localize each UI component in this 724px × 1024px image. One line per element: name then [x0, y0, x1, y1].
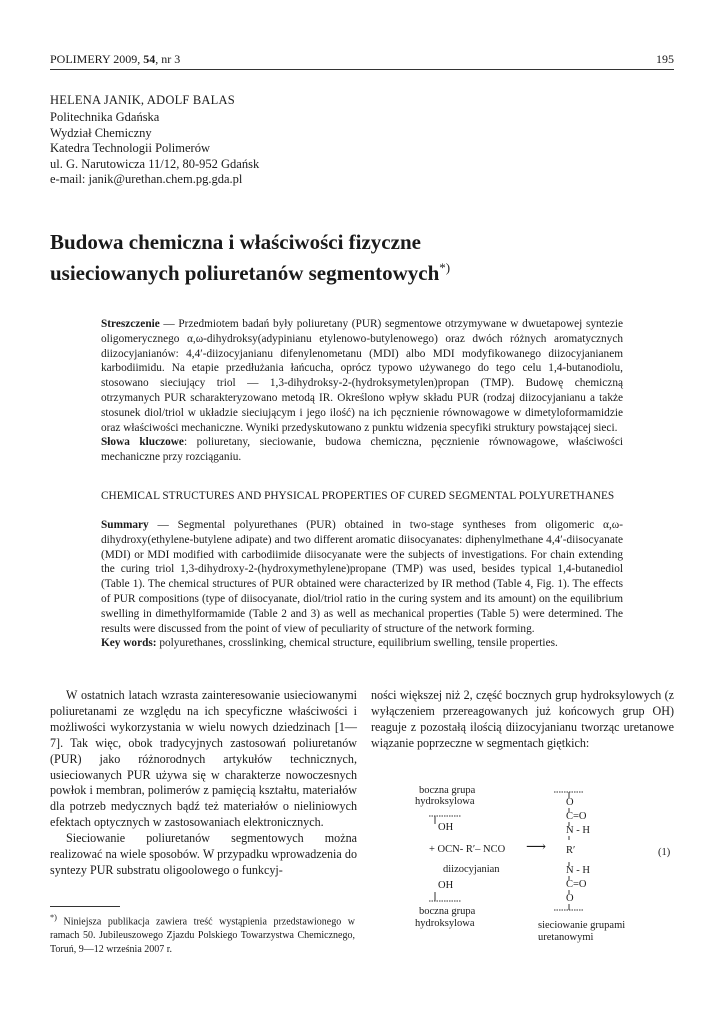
atom-o: O — [566, 893, 574, 904]
affiliation — [50, 110, 259, 188]
group-nh: N - H — [566, 825, 590, 836]
summary-label: Summary — [101, 519, 149, 531]
header-rule — [50, 69, 674, 70]
scheme-label: sieciowanie grupami — [538, 920, 626, 931]
scheme-label: hydroksylowa — [415, 796, 475, 807]
abstract-text: — Przedmiotem badań były poliuretany (PUR) segmentowe otrzymywane w dwuetapowej syntezie oligomerycznego α,ω-dihydroksy(adypinianu etylenowo-butylenowego) oraz dwóch różnych aromatycznych diizocyjanianów: 4,4′-diizocyjanianu difenylenometanu (MDI) albo MDI modyfikowanego diizocyjanianem karbodiimidu. Na etapie przedłużania łańcucha, oprócz typowo używanego do tego celu 1,4-butanodiolu, stosowano sieciujący triol — 1,3-dihydroksy-2-(hydroksymetylen)propan (TMP). Budowę chemiczną otrzymanych PUR scharakteryzowano metodą IR. Określono wpływ składu PUR (rodzaj diizocyjanianu a także stosunek diol/triol w układzie sieciującym i jego ilość) na ich pęcznienie równowagowe w dimetyloformamidzie oraz właściwości mechaniczne. Wyniki przedyskutowano z punktu widzenia specyfiki struktury powstającej sieci. — [101, 318, 623, 434]
footnote-rule — [50, 906, 120, 907]
body-column-left — [50, 688, 357, 879]
affiliation-line: Wydział Chemiczny — [50, 125, 152, 140]
footnote-text: Niniejsza publikacja zawiera treść wystąpienia przedstawionego w ramach 50. Jubileuszowego Zjazdu Polskiego Towarzystwa Chemicznego, Toruń, 9—12 września 2007 r. — [50, 916, 355, 956]
footnote-mark: *) — [50, 913, 57, 922]
group-co: C=O — [566, 811, 587, 822]
keywords-text: : poliuretany, sieciowanie, budowa chemiczna, pęcznienie równowagowe, właściwości mechaniczne przy rozciąganiu. — [101, 436, 623, 464]
scheme-label: boczna grupa — [419, 785, 476, 796]
group-nh: N - H — [566, 865, 590, 876]
journal-volume: 54 — [143, 52, 156, 66]
paragraph: W ostatnich latach wzrasta zainteresowanie usieciowanymi poliuretanami ze względu na ich specyficzne właściwości i możliwości wykorzystania w wielu nowych dziedzinach [1—7]. Tak więc, obok tradycyjnych zastosowań poliuretanów (PUR) jako różnorodnych artykułów technicznych, usieciowanych PUR używa się w charakterze nowoczesnych powłok i membran, polimerów z pamięcią kształtu, materiałów dla potrzeb medycznych bądź też materiałów o nieliniowych efektach optycznych w zastosowaniach elektronicznych. — [50, 688, 357, 830]
scheme-oh: OH — [438, 880, 454, 891]
article-title — [50, 229, 450, 286]
running-header — [50, 52, 674, 67]
journal-issue: , nr 3 — [155, 52, 181, 66]
english-title: CHEMICAL STRUCTURES AND PHYSICAL PROPERTIES OF CURED SEGMENTAL POLYURETHANES — [101, 490, 615, 502]
scheme-reagent-name: diizocyjanian — [443, 864, 500, 875]
journal-name: POLIMERY 2009, — [50, 52, 144, 66]
scheme-label: uretanowymi — [538, 932, 594, 943]
body-column-right — [371, 688, 674, 752]
page-number: 195 — [656, 52, 674, 66]
scheme-oh: OH — [438, 822, 454, 833]
authors: HELENA JANIK, ADOLF BALAS — [50, 93, 235, 107]
abstract-en — [101, 518, 623, 651]
summary-text: — Segmental polyurethanes (PUR) obtained in two-stage syntheses from oligomeric α,ω-dihydroxy(ethylene-butylene adipate) and two different aromatic diisocyanates: diphenylmethane 4,4′-diisocyanate (MDI) or MDI modified with carbodiimide diisocyanate were the subjects of investigations. For chain extending the curing triol 1,3-dihydroxy-2-(hydroxymethylene)propane (TMP) was used, besides typical 1,4-butanediol (Table 1). The chemical structures of PUR obtained were characterized by IR method (Table 4, Fig. 1). The effects of PUR compositions (type of diisocyanate, diol/triol ratio in the curing system and its amount) on the equilibrium swelling in dimethylformamide (Table 2 and 3) as well as mechanical properties (Table 5) were determined. The results were discussed from the point of view of peculiarity of structure of the network forming. — [101, 519, 623, 635]
paragraph: Sieciowanie poliuretanów segmentowych można realizować na wiele sposobów. W przypadku wprowadzenia do syntezy PUR substratu oligoolowego o funkcyj- — [50, 831, 357, 877]
keywords-label: Słowa kluczowe — [101, 436, 184, 449]
equation-number: (1) — [658, 847, 671, 858]
scheme-reagent: + OCN- R′– NCO — [429, 844, 506, 855]
atom-o: O — [566, 797, 574, 808]
keywords-en-text: polyurethanes, crosslinking, chemical structure, equilibrium swelling, tensile properties. — [156, 637, 558, 650]
group-r: R′ — [566, 845, 576, 856]
keywords-en-label: Key words: — [101, 637, 157, 650]
title-line-1: Budowa chemiczna i właściwości fizyczne — [50, 230, 421, 254]
paragraph: ności większej niż 2, część bocznych grup hydroksylowych (z wyłączeniem przereagowanych już końcowych grup OH) reaguje z pozostałą ilością diizocyjanianu tworząc uretanowe wiązanie poprzeczne w segmentach giętkich: — [371, 688, 674, 750]
affiliation-line: Politechnika Gdańska — [50, 110, 160, 124]
group-co: C=O — [566, 879, 587, 890]
abstract-pl — [101, 317, 623, 465]
abstract-label: Streszczenie — [101, 318, 160, 330]
affiliation-line: ul. G. Narutowicza 11/12, 80-952 Gdańsk — [50, 156, 260, 171]
reaction-arrow: ⟶ — [526, 840, 547, 855]
email[interactable]: e-mail: janik@urethan.chem.pg.gda.pl — [50, 172, 243, 186]
reaction-scheme — [371, 780, 674, 950]
footnote — [50, 911, 355, 957]
scheme-label: boczna grupa — [419, 906, 476, 917]
affiliation-line: Katedra Technologii Polimerów — [50, 141, 210, 155]
title-line-2: usieciowanych poliuretanów segmentowych — [50, 261, 440, 285]
scheme-label: hydroksylowa — [415, 918, 475, 929]
title-footnote-mark: *) — [439, 260, 451, 275]
